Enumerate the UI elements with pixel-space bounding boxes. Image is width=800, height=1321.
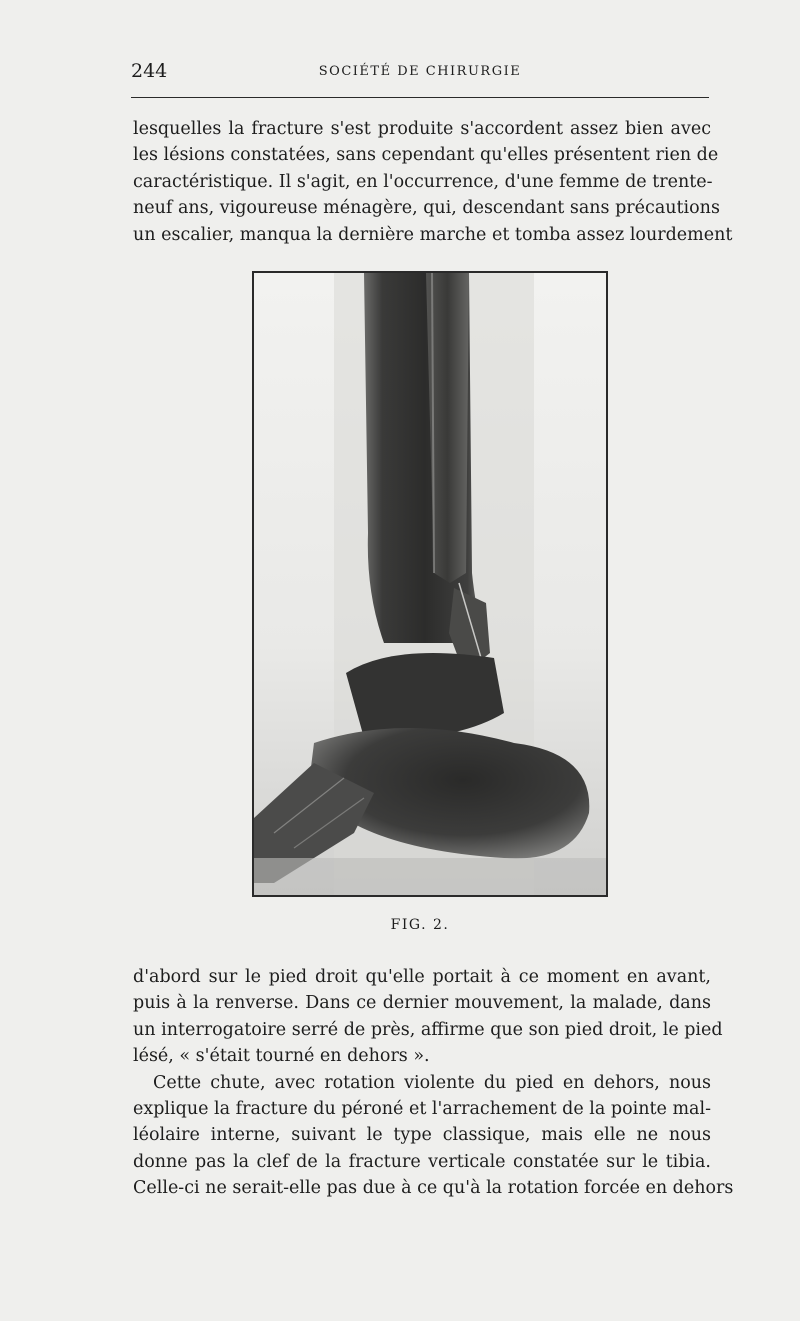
text-line: un interrogatoire serré de près, affirme que son pied droit, le pied [133,1019,723,1040]
text-line: les lésions constatées, sans cependant qu'elles présentent rien de [133,145,719,166]
xray-figure [252,271,608,897]
text-line: lésé, « s'était tourné en dehors ». [133,1046,430,1067]
text-line: caractéristique. Il s'agit, en l'occurrence, d'une femme de trente- [133,171,713,192]
text-line: donne pas la clef de la fracture verticale constatée sur le tibia. [133,1151,711,1172]
text-line: Cette chute, avec rotation violente du pied en dehors, nous [153,1072,711,1093]
figure-caption: FIG. 2. [390,917,450,933]
running-head: SOCIÉTÉ DE CHIRURGIE [318,64,522,79]
header-rule [131,97,709,98]
text-line: d'abord sur le pied droit qu'elle portait à ce moment en avant, [133,967,711,987]
text-line: explique la fracture du péroné et l'arrachement de la pointe mal- [133,1099,711,1120]
text-line: Celle-ci ne serait-elle pas due à ce qu'à la rotation forcée en dehors [133,1178,734,1199]
text-line: neuf ans, vigoureuse ménagère, qui, descendant sans précautions [133,198,720,219]
paragraph-top [133,116,733,248]
xray-ankle-image [254,273,606,895]
text-line: lesquelles la fracture s'est produite s'accordent assez bien avec [133,119,711,139]
text-line: léolaire interne, suivant le type classique, mais elle ne nous [133,1125,711,1146]
page-number: 244 [131,60,168,82]
paragraph-bottom [133,964,734,1202]
text-line: un escalier, manqua la dernière marche et tomba assez lourdement [133,224,733,245]
text-line: puis à la renverse. Dans ce dernier mouvement, la malade, dans [133,993,711,1014]
